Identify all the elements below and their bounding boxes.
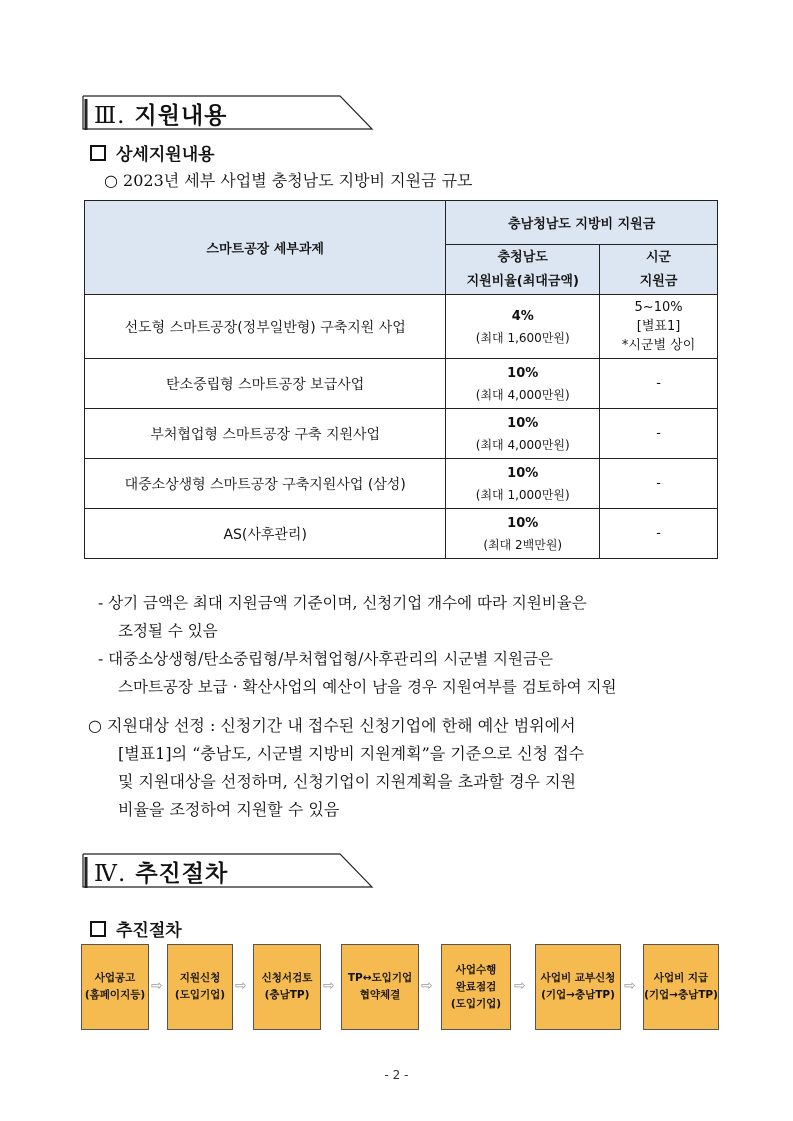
step-line1: 지원신청: [179, 972, 221, 984]
row-city: -: [600, 509, 718, 559]
subsection-detail: [90, 140, 215, 165]
step-line2: (홈페이지등): [84, 989, 146, 1001]
rate-value: 10%: [507, 515, 539, 531]
step-line2: (도입기업): [174, 989, 226, 1001]
note-2-line2: 스마트공장 보급 · 확산사업의 예산이 남을 경우 지원여부를 검토하여 지원: [118, 678, 617, 696]
row-rate: [446, 359, 600, 409]
step-line1: 사업수행: [455, 963, 497, 976]
step-line1: TP↔도입기업: [347, 972, 413, 984]
section-3-roman: Ⅲ.: [94, 103, 126, 129]
step-line1: 사업공고: [94, 972, 136, 984]
row-city: -: [600, 459, 718, 509]
step-line1: 신청서검토: [261, 972, 313, 984]
note-1-line2: 조정될 수 있음: [118, 622, 218, 640]
note-2-line1: - 대중소상생형/탄소중립형/부처협업형/사후관리의 시군별 지원금은: [98, 650, 553, 668]
cap-value: (최대 4,000만원): [475, 437, 570, 452]
row-city: -: [600, 359, 718, 409]
page-number: - 2 -: [384, 1068, 409, 1082]
city-line3: *시군별 상이: [621, 338, 696, 353]
step-box: [81, 944, 149, 1030]
step-box: [167, 944, 233, 1030]
step-line3: (도입기업): [450, 997, 502, 1010]
arrow-right-icon: ⇨: [514, 978, 526, 994]
table-row: [85, 509, 718, 559]
arrow-right-icon: ⇨: [151, 978, 163, 994]
header-city: [600, 245, 718, 295]
subsection-detail-label: 상세지원내용: [116, 145, 215, 165]
cap-value: (최대 4,000만원): [475, 387, 570, 402]
paragraph-line1: ○ 지원대상 선정 : 신청기간 내 접수된 신청기업에 한해 예산 범위에서: [88, 716, 576, 735]
subsection-procedure: [90, 916, 182, 941]
row-name: AS(사후관리): [85, 509, 446, 559]
step-box: [535, 944, 621, 1030]
step-line1: 사업비 지급: [653, 972, 709, 984]
arrow-right-icon: ⇨: [235, 978, 247, 994]
row-rate: [446, 509, 600, 559]
arrow-right-icon: ⇨: [421, 978, 433, 994]
step-line1: 사업비 교부신청: [540, 972, 616, 984]
rate-value: 10%: [507, 415, 539, 431]
row-name: 탄소중립형 스마트공장 보급사업: [85, 359, 446, 409]
support-table: [84, 200, 718, 559]
row-rate: [446, 459, 600, 509]
section-3-heading: 지원내용: [134, 103, 228, 129]
header-city-line2: 지원금: [639, 273, 678, 289]
cap-value: (최대 1,000만원): [475, 487, 570, 502]
row-rate: [446, 295, 600, 359]
section-4-heading: 추진절차: [135, 861, 229, 887]
rate-value: 4%: [511, 308, 534, 324]
header-city-line1: 시군: [646, 249, 672, 265]
note-1-line1: - 상기 금액은 최대 지원금액 기준이며, 신청기업 개수에 따라 지원비율은: [98, 594, 587, 612]
section-4-title: [82, 853, 372, 887]
step-line2: (기업→충남TP): [541, 989, 615, 1001]
arrow-right-icon: ⇨: [323, 978, 335, 994]
row-name: 대중소상생형 스마트공장 구축지원사업 (삼성): [85, 459, 446, 509]
table-row: [85, 359, 718, 409]
row-city: [600, 295, 718, 359]
table-row: [85, 409, 718, 459]
row-name: 선도형 스마트공장(정부일반형) 구축지원 사업: [85, 295, 446, 359]
step-line2: 완료점검: [455, 980, 497, 993]
rate-value: 10%: [507, 465, 539, 481]
header-group: 충남청남도 지방비 지원금: [446, 201, 718, 245]
paragraph-line4: 비율을 조정하여 지원할 수 있음: [118, 800, 340, 819]
row-city: -: [600, 409, 718, 459]
rate-value: 10%: [507, 365, 539, 381]
row-name: 부처협업형 스마트공장 구축 지원사업: [85, 409, 446, 459]
subsection-procedure-label: 추진절차: [116, 921, 182, 941]
paragraph-line3: 및 지원대상을 선정하며, 신청기업이 지원계획을 초과할 경우 지원: [118, 772, 577, 791]
city-line1: 5~10%: [634, 300, 683, 315]
header-rate-line2: 지원비율(최대금액): [466, 273, 579, 289]
step-line2: (충남TP): [264, 989, 310, 1001]
step-box: [441, 944, 511, 1030]
checkbox-square-icon: [90, 145, 106, 161]
header-rate-line1: 충청남도: [497, 249, 548, 265]
step-box: [341, 944, 419, 1030]
paragraph-line2: [별표1]의 “충남도, 시군별 지방비 지원계획”을 기준으로 신청 접수: [118, 744, 585, 763]
step-box: [643, 944, 719, 1030]
cap-value: (최대 1,600만원): [475, 330, 570, 345]
step-box: [253, 944, 321, 1030]
step-line2: 협약체결: [359, 989, 401, 1001]
step-line2: (기업→충남TP): [644, 989, 718, 1001]
arrow-right-icon: ⇨: [624, 978, 636, 994]
bullet-intro: ○ 2023년 세부 사업별 충청남도 지방비 지원금 규모: [104, 171, 473, 190]
section-3-title: [82, 95, 372, 129]
row-rate: [446, 409, 600, 459]
table-row: [85, 295, 718, 359]
section-4-roman: Ⅳ.: [94, 861, 127, 887]
header-task: 스마트공장 세부과제: [85, 201, 446, 295]
cap-value: (최대 2백만원): [483, 537, 563, 552]
header-rate: [446, 245, 600, 295]
checkbox-square-icon: [90, 921, 106, 937]
table-row: [85, 459, 718, 509]
city-line2: [별표1]: [636, 319, 681, 334]
